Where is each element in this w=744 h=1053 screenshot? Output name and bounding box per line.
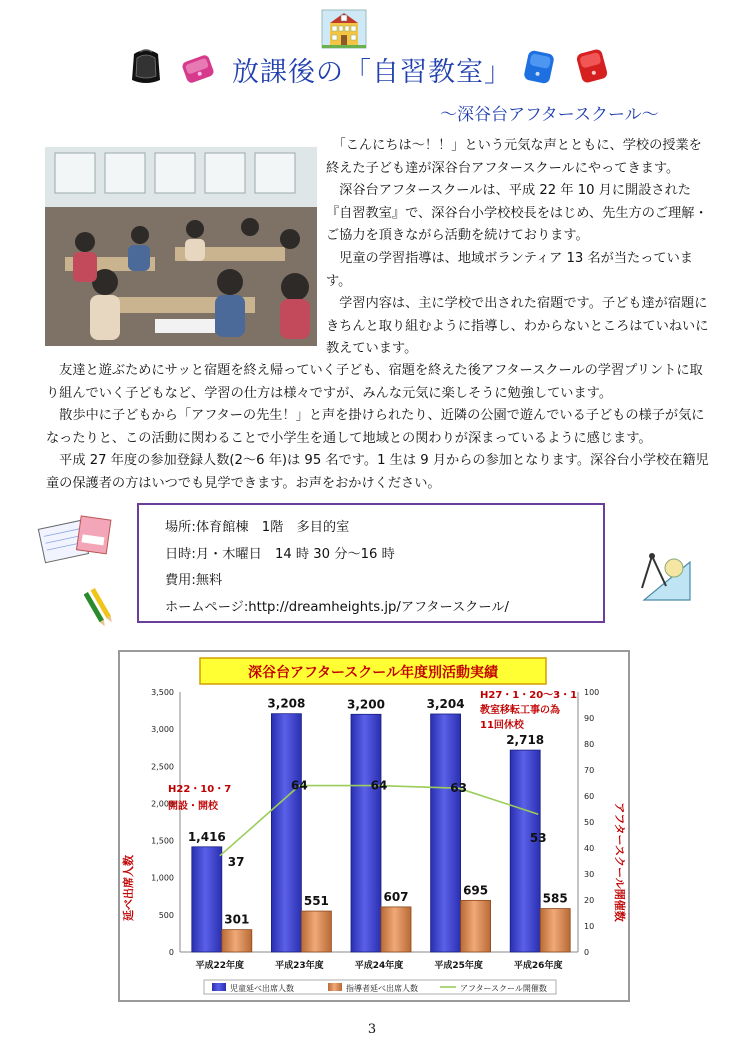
bar-students bbox=[271, 714, 301, 952]
bar-teachers bbox=[540, 909, 570, 952]
info-time: 日時:月・木曜日 14 時 30 分～16 時 bbox=[165, 546, 395, 562]
info-fee: 費用:無料 bbox=[165, 573, 223, 588]
x-tick-label: 平成26年度 bbox=[513, 961, 563, 971]
bar-teachers bbox=[461, 900, 491, 952]
x-tick-label: 平成24年度 bbox=[354, 961, 404, 971]
notebook-icon bbox=[36, 512, 116, 570]
bar-students bbox=[510, 750, 540, 952]
paragraph: 学習内容は、主に学校で出された宿題です。子ども達が宿題にきちんと取り組むように指導し、わからないところはていねいに教えています。 bbox=[326, 296, 709, 357]
y-tick-label: 2,500 bbox=[151, 762, 174, 772]
x-tick-label: 平成22年度 bbox=[195, 961, 245, 971]
y-tick-label: 1,500 bbox=[151, 836, 174, 846]
bar-teachers bbox=[301, 911, 331, 952]
y2-tick-label: 70 bbox=[584, 766, 595, 775]
annotation-opening: H22・10・7 bbox=[168, 784, 232, 795]
paragraph: 「こんにちは～！！」という元気な声とともに、学校の授業を終えた子ども達が深谷台アフタースクールにやってきます。 bbox=[326, 138, 702, 176]
line-point-label: 64 bbox=[291, 778, 308, 793]
y-tick-label: 1,000 bbox=[151, 873, 174, 883]
y2-tick-label: 90 bbox=[584, 714, 595, 723]
bar-teachers-label: 585 bbox=[542, 891, 568, 906]
bar-students-label: 2,718 bbox=[506, 733, 545, 748]
legend-label-teachers: 指導者延べ出席人数 bbox=[346, 984, 418, 993]
y2-tick-label: 60 bbox=[584, 792, 595, 801]
paragraph: 散歩中に子どもから「アフターの先生！」と声を掛けられたり、近隣の公園で遊んでいる子どもの様子が気になったりと、この活動に関わることで小学生を通して地域との関わりが深まっているように感じます。 bbox=[46, 408, 705, 446]
annotation-closure: H27・1・20～3・1 bbox=[480, 690, 578, 701]
line-point-label: 64 bbox=[370, 778, 388, 793]
compass-ruler-icon bbox=[636, 548, 696, 608]
paragraph: 平成 27 年度の参加登録人数(2～6 年)は 95 名です。1 生は 9 月からの参加となります。深谷台小学校在籍児童の保護者の方はいつでも見学できます。お声をおかけください。 bbox=[46, 453, 709, 491]
y-tick-label: 0 bbox=[168, 948, 174, 957]
line-point-label: 63 bbox=[450, 781, 467, 796]
bar-students bbox=[431, 714, 461, 952]
legend-label-sessions: アフタースクール開催数 bbox=[460, 984, 547, 993]
y2-tick-label: 20 bbox=[584, 896, 595, 905]
info-box bbox=[137, 503, 605, 623]
body-text bbox=[46, 360, 714, 496]
y2-tick-label: 80 bbox=[584, 740, 595, 749]
pink-school-bag-icon bbox=[176, 52, 220, 86]
x-tick-label: 平成23年度 bbox=[275, 961, 324, 971]
red-school-bag-icon bbox=[572, 46, 612, 86]
bar-students bbox=[192, 847, 222, 952]
info-homepage: ホームページ:http://dreamheights.jp/アフタースクール/ bbox=[165, 599, 509, 615]
bar-teachers-label: 695 bbox=[463, 883, 489, 898]
y2-tick-label: 100 bbox=[584, 688, 600, 697]
intro-text bbox=[326, 135, 714, 361]
legend-label-students: 児童延べ出席人数 bbox=[230, 984, 294, 993]
classroom-photo bbox=[45, 147, 317, 346]
y2-tick-label: 0 bbox=[584, 948, 590, 957]
bar-students-label: 3,208 bbox=[267, 696, 306, 711]
chart-title: 深谷台アフタースクール年度別活動実績 bbox=[247, 665, 499, 681]
bar-teachers-label: 607 bbox=[383, 889, 409, 904]
paragraph: 深谷台アフタースクールは、平成 22 年 10 月に開設された『自習教室』で、深谷台小学校校長をはじめ、先生方のご理解・ご協力を頂きながら活動を続けております。 bbox=[326, 183, 708, 244]
y-tick-label: 2,000 bbox=[151, 799, 174, 809]
annotation-closure: 11回休校 bbox=[480, 720, 524, 731]
x-tick-label: 平成25年度 bbox=[434, 961, 483, 971]
page-title: 放課後の「自習教室」 bbox=[232, 57, 512, 88]
bar-students bbox=[351, 714, 381, 952]
y2-axis-label: アフタースクール開催数 bbox=[613, 802, 626, 922]
bar-teachers bbox=[222, 930, 252, 952]
legend-swatch-teachers bbox=[328, 983, 342, 991]
paragraph: 友達と遊ぶためにサッと宿題を終え帰っていく子ども、宿題を終えた後アフタースクールの学習プリントに取り組んでいく子どもなど、学習の仕方は様々ですが、みんな元気に楽しそうに勉強しています。 bbox=[46, 363, 703, 401]
page-number: 3 bbox=[367, 1022, 377, 1037]
page-subtitle: ～深谷台アフタースクール～ bbox=[440, 105, 659, 125]
line-point-label: 53 bbox=[529, 831, 547, 846]
line-point-label: 37 bbox=[227, 854, 245, 869]
y-tick-label: 3,500 bbox=[151, 688, 174, 697]
activity-chart bbox=[118, 650, 630, 1002]
y2-tick-label: 10 bbox=[584, 922, 595, 931]
bar-teachers-label: 301 bbox=[224, 912, 250, 927]
bar-teachers-label: 551 bbox=[303, 894, 329, 909]
legend-swatch-students bbox=[212, 983, 226, 991]
paragraph: 児童の学習指導は、地域ボランティア 13 名が当たっています。 bbox=[326, 250, 693, 289]
bar-teachers bbox=[381, 907, 411, 952]
bar-students-label: 1,416 bbox=[187, 829, 226, 844]
black-school-bag-icon bbox=[128, 46, 164, 86]
y2-tick-label: 40 bbox=[584, 844, 595, 853]
blue-school-bag-icon bbox=[520, 48, 558, 86]
y-tick-label: 3,000 bbox=[151, 725, 174, 735]
school-building-icon bbox=[320, 8, 368, 50]
y2-tick-label: 30 bbox=[584, 870, 595, 879]
y2-tick-label: 50 bbox=[584, 818, 595, 827]
info-place: 場所:体育館棟 1階 多目的室 bbox=[165, 520, 350, 535]
annotation-closure: 教室移転工事の為 bbox=[480, 705, 560, 716]
pencils-icon bbox=[84, 586, 116, 628]
bar-students-label: 3,200 bbox=[347, 697, 385, 712]
annotation-opening: 開設・開校 bbox=[168, 801, 218, 812]
bar-students-label: 3,204 bbox=[426, 696, 465, 711]
y-axis-label: 延べ出席人数 bbox=[122, 855, 135, 921]
y-tick-label: 500 bbox=[158, 910, 174, 920]
